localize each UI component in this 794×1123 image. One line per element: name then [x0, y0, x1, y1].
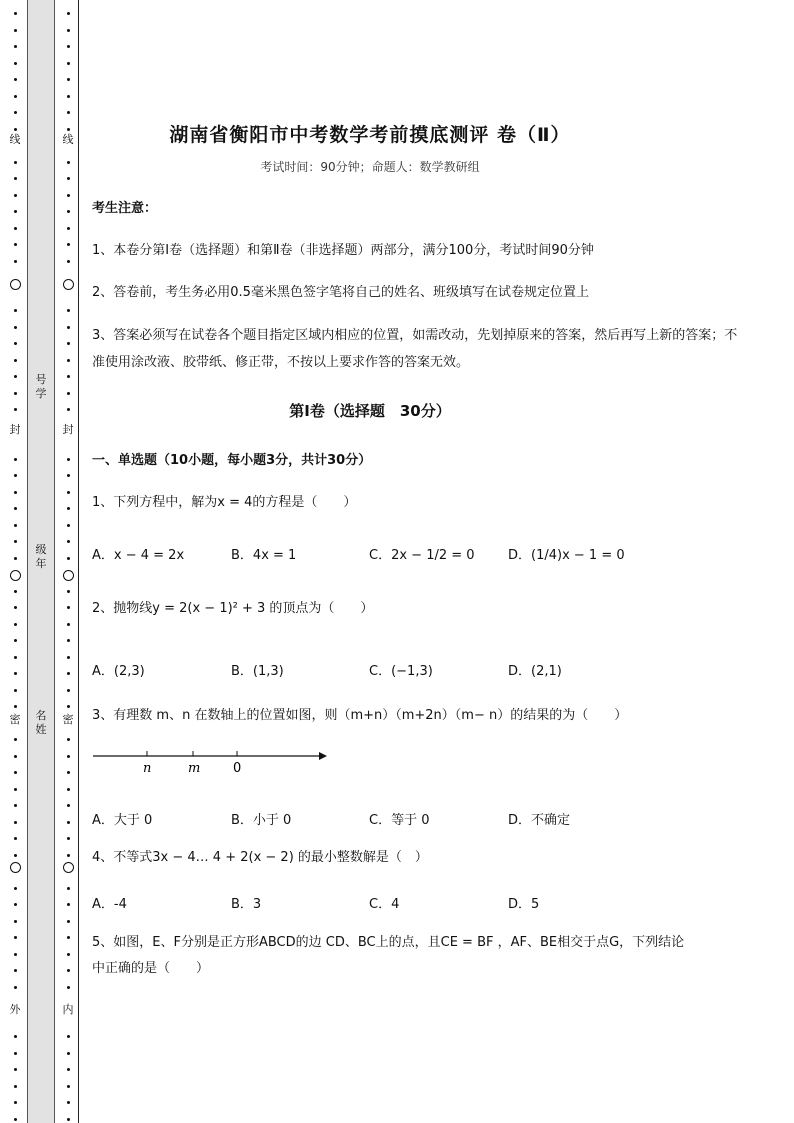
margin-dot — [14, 557, 17, 560]
margin-dot — [14, 227, 17, 230]
margin-dot — [67, 1035, 70, 1038]
margin-dot — [14, 392, 17, 395]
margin-dot — [67, 738, 70, 741]
margin-dot — [14, 986, 17, 989]
margin-label: 封 — [62, 423, 74, 436]
margin-dot — [14, 804, 17, 807]
q4-option-b[interactable]: B．3 — [231, 897, 262, 912]
margin-dot — [67, 474, 70, 477]
margin-dot — [67, 804, 70, 807]
margin-label: 线 — [62, 133, 74, 146]
margin-dot — [14, 177, 17, 180]
margin-dot — [67, 342, 70, 345]
margin-dot — [14, 854, 17, 857]
question-5-stem-line1: 5、如图，E、F分别是正方形ABCD的边 CD、BC上的点，且CE = BF ，AF、BE相交于点G，下列结论 — [92, 935, 685, 950]
margin-dot — [67, 755, 70, 758]
notice-item-3: 3、答案必须写在试卷各个题目指定区域内相应的位置，如需改动，先划掉原来的答案，然后再写上新的答案；不准使用涂改液、胶带纸、修正带，不按以上要求作答的答案无效。 — [92, 328, 738, 370]
margin-dot — [67, 62, 70, 65]
margin-dot — [14, 243, 17, 246]
margin-dot — [14, 408, 17, 411]
field-name: 名 姓 — [35, 709, 47, 736]
margin-dot — [67, 606, 70, 609]
margin-dot — [14, 590, 17, 593]
label-n: n — [143, 761, 152, 776]
margin-dot — [67, 227, 70, 230]
margin-dot — [14, 260, 17, 263]
q1-option-a[interactable]: A．x − 4 = 2x — [92, 548, 185, 563]
margin-dot — [14, 375, 17, 378]
margin-dot — [67, 260, 70, 263]
margin-dot — [14, 771, 17, 774]
margin-circle — [63, 570, 74, 581]
margin-dot — [67, 458, 70, 461]
margin-dot — [14, 1118, 17, 1121]
margin-dot — [67, 590, 70, 593]
margin-dot — [67, 12, 70, 15]
exam-title: 湖南省衡阳市中考数学考前摸底测评 卷（Ⅱ） — [169, 124, 571, 146]
margin-dot — [14, 672, 17, 675]
margin-label: 密 — [9, 713, 21, 726]
margin-dot — [14, 29, 17, 32]
margin-dot — [67, 210, 70, 213]
question-4-stem: 4、不等式3x − 4… 4 + 2(x − 2) 的最小整数解是（ ） — [92, 850, 428, 865]
margin-dot — [67, 887, 70, 890]
margin-dot — [14, 755, 17, 758]
q3-option-a[interactable]: A．大于 0 — [92, 813, 153, 828]
margin-label: 密 — [62, 713, 74, 726]
margin-dot — [67, 524, 70, 527]
margin-dot — [67, 821, 70, 824]
margin-dot — [14, 45, 17, 48]
field-grade: 级 年 — [35, 543, 47, 570]
margin-label: 线 — [9, 133, 21, 146]
margin-dot — [14, 111, 17, 114]
margin-dot — [14, 1052, 17, 1055]
margin-dot — [67, 672, 70, 675]
q3-option-c[interactable]: C．等于 0 — [369, 813, 430, 828]
question-2-stem: 2、抛物线y = 2(x − 1)² + 3 的顶点为（ ） — [92, 601, 374, 616]
question-1-stem: 1、下列方程中，解为x = 4的方程是（ ） — [92, 495, 357, 510]
q2-option-c[interactable]: C．(−1,3) — [369, 664, 433, 679]
q1-option-b[interactable]: B．4x = 1 — [231, 548, 297, 563]
margin-dot — [67, 95, 70, 98]
margin-dot — [67, 1068, 70, 1071]
margin-dot — [67, 771, 70, 774]
margin-dot — [14, 887, 17, 890]
margin-dot — [14, 953, 17, 956]
question-3-stem: 3、有理数 m、n 在数轴上的位置如图，则（m+n）（m+2n）（m− n）的结果的为（ ） — [92, 708, 628, 723]
q2-option-b[interactable]: B．(1,3) — [231, 664, 284, 679]
margin-dot — [14, 507, 17, 510]
margin-dot — [67, 45, 70, 48]
part-heading: 一、单选题（10小题，每小题3分，共计30分） — [92, 453, 372, 468]
margin-dot — [14, 342, 17, 345]
outer-dotted-column — [10, 0, 22, 1123]
exam-subtitle: 考试时间：90分钟；命题人：数学教研组 — [260, 160, 480, 174]
margin-dot — [67, 540, 70, 543]
margin-circle — [10, 862, 21, 873]
margin-dot — [14, 903, 17, 906]
number-line-figure — [93, 748, 333, 778]
question-5-stem-line2: 中正确的是（ ） — [92, 961, 210, 976]
margin-dot — [67, 936, 70, 939]
margin-dot — [67, 128, 70, 131]
notice-item-1: 1、本卷分第Ⅰ卷（选择题）和第Ⅱ卷（非选择题）两部分，满分100分，考试时间90分钟 — [92, 243, 594, 258]
margin-dot — [14, 1085, 17, 1088]
q1-option-c[interactable]: C．2x − 1/2 = 0 — [369, 548, 475, 563]
margin-dot — [67, 689, 70, 692]
margin-dot — [67, 392, 70, 395]
margin-dot — [14, 210, 17, 213]
margin-dot — [67, 309, 70, 312]
margin-dot — [14, 326, 17, 329]
margin-dot — [67, 491, 70, 494]
margin-label: 外 — [9, 1003, 21, 1016]
margin-dot — [14, 474, 17, 477]
margin-dot — [67, 854, 70, 857]
margin-circle — [63, 279, 74, 290]
label-m: m — [188, 761, 201, 776]
margin-label: 内 — [62, 1003, 74, 1016]
margin-dot — [67, 557, 70, 560]
margin-dot — [14, 1101, 17, 1104]
q1-option-d[interactable]: D．(1/4)x − 1 = 0 — [508, 548, 625, 563]
q4-option-a[interactable]: A．-4 — [92, 897, 127, 912]
margin-dot — [67, 359, 70, 362]
section-title: 第Ⅰ卷（选择题 30分） — [289, 402, 451, 420]
margin-dot — [67, 705, 70, 708]
margin-dot — [14, 738, 17, 741]
margin-dot — [67, 1101, 70, 1104]
margin-dot — [67, 111, 70, 114]
margin-dot — [67, 1085, 70, 1088]
q4-option-c[interactable]: C．4 — [369, 897, 400, 912]
margin-dot — [67, 1118, 70, 1121]
margin-dot — [14, 458, 17, 461]
margin-dot — [14, 12, 17, 15]
margin-dot — [67, 194, 70, 197]
margin-dot — [67, 986, 70, 989]
notice-heading: 考生注意： — [92, 201, 158, 216]
margin-circle — [63, 862, 74, 873]
margin-dot — [14, 540, 17, 543]
margin-dot — [14, 788, 17, 791]
margin-dot — [14, 128, 17, 131]
margin-dot — [67, 177, 70, 180]
margin-dot — [67, 29, 70, 32]
margin-dot — [67, 920, 70, 923]
margin-dot — [14, 837, 17, 840]
margin-dot — [14, 309, 17, 312]
margin-dot — [14, 62, 17, 65]
margin-dot — [67, 903, 70, 906]
margin-dot — [67, 326, 70, 329]
q4-option-d[interactable]: D．5 — [508, 897, 540, 912]
margin-dot — [67, 408, 70, 411]
margin-circle — [10, 279, 21, 290]
student-info-band — [27, 0, 55, 1123]
margin-dot — [14, 359, 17, 362]
field-student-id: 号 学 — [35, 373, 47, 400]
margin-label: 封 — [9, 423, 21, 436]
margin-dot — [14, 1068, 17, 1071]
q3-option-d[interactable]: D．不确定 — [508, 813, 571, 828]
q2-option-a[interactable]: A．(2,3) — [92, 664, 145, 679]
margin-dot — [67, 78, 70, 81]
margin-dot — [14, 623, 17, 626]
margin-dot — [14, 524, 17, 527]
q2-option-d[interactable]: D．(2,1) — [508, 664, 562, 679]
margin-dot — [67, 243, 70, 246]
margin-dot — [14, 95, 17, 98]
margin-dot — [14, 639, 17, 642]
margin-circle — [10, 570, 21, 581]
margin-dot — [14, 920, 17, 923]
margin-dot — [14, 606, 17, 609]
label-zero: 0 — [233, 761, 242, 776]
inner-dotted-column — [63, 0, 75, 1123]
q3-option-b[interactable]: B．小于 0 — [231, 813, 292, 828]
margin-dot — [67, 837, 70, 840]
margin-dot — [67, 161, 70, 164]
margin-dot — [67, 507, 70, 510]
margin-dot — [14, 161, 17, 164]
margin-dot — [67, 788, 70, 791]
margin-dot — [14, 705, 17, 708]
margin-dot — [67, 639, 70, 642]
margin-dot — [14, 656, 17, 659]
margin-dot — [14, 491, 17, 494]
margin-dot — [14, 689, 17, 692]
margin-dot — [67, 623, 70, 626]
notice-item-2: 2、答卷前，考生务必用0.5毫米黑色签字笔将自己的姓名、班级填写在试卷规定位置上 — [92, 285, 589, 300]
margin-dot — [67, 969, 70, 972]
margin-dot — [67, 1052, 70, 1055]
margin-dot — [14, 936, 17, 939]
margin-dot — [67, 656, 70, 659]
margin-dot — [14, 1035, 17, 1038]
margin-dot — [67, 375, 70, 378]
margin-dot — [14, 194, 17, 197]
margin-dot — [14, 78, 17, 81]
margin-dot — [14, 969, 17, 972]
number-line-arrow — [319, 752, 327, 760]
margin-dot — [14, 821, 17, 824]
binding-edge-line — [78, 0, 79, 1123]
margin-dot — [67, 953, 70, 956]
